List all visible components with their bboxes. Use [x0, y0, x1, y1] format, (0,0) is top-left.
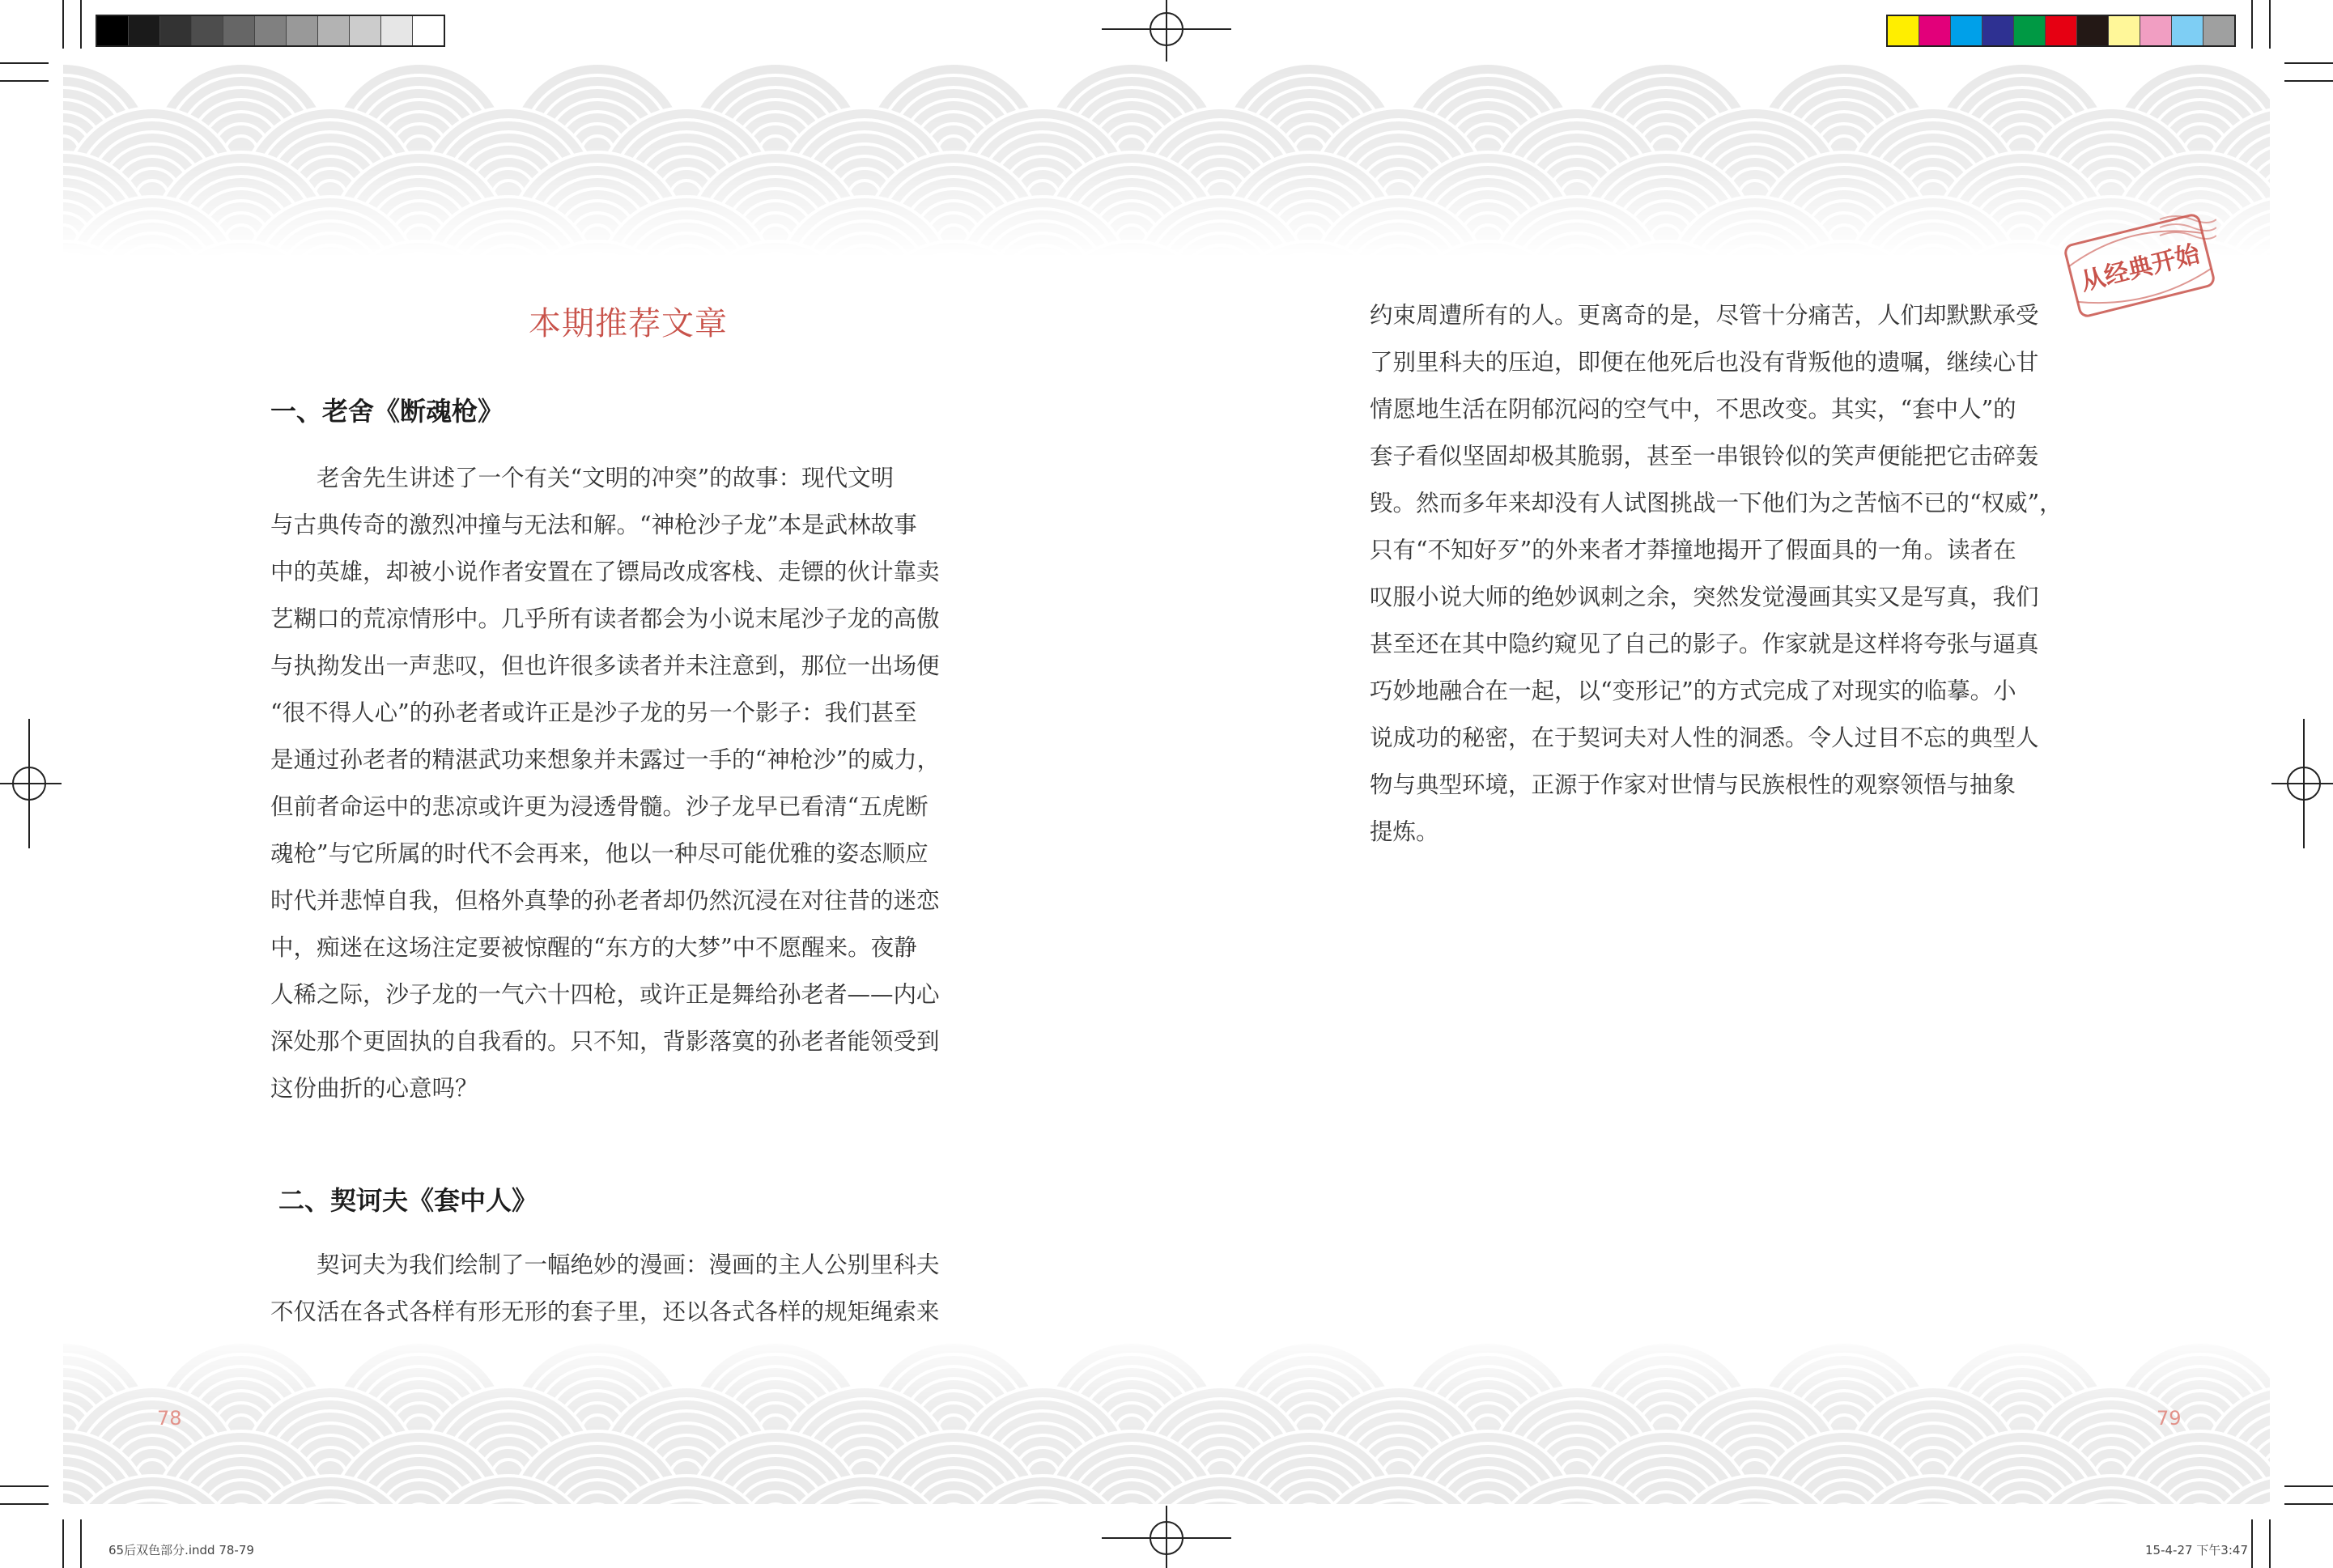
top-wave-band — [63, 63, 2270, 257]
stamp-text: 从经典开始 — [2077, 240, 2203, 297]
text-line: 时代并悲悼自我，但格外真挚的孙老者却仍然沉浸在对往昔的迷恋 — [270, 887, 940, 914]
text-line: 甚至还在其中隐约窥见了自己的影子。作家就是这样将夸张与逼真 — [1370, 631, 2039, 657]
text-line: 与古典传奇的激烈冲撞与无法和解。“神枪沙子龙”本是武林故事 — [270, 512, 917, 538]
text-line: 巧妙地融合在一起，以“变形记”的方式完成了对现实的临摹。小 — [1370, 678, 2016, 704]
stamp-logo — [2063, 205, 2216, 326]
page-number-right: 79 — [2157, 1407, 2182, 1430]
text-line: 约束周遭所有的人。更离奇的是，尽管十分痛苦，人们却默默承受 — [1370, 302, 2039, 329]
text-line: 物与典型环境，正源于作家对世情与民族根性的观察领悟与抽象 — [1370, 771, 2016, 798]
text-line: 但前者命运中的悲凉或许更为浸透骨髓。沙子龙早已看清“五虎断 — [270, 793, 929, 820]
text-line: 情愿地生活在阴郁沉闷的空气中，不思改变。其实，“套中人”的 — [1370, 396, 2016, 423]
text-line: 套子看似坚固却极其脆弱，甚至一串银铃似的笑声便能把它击碎轰 — [1370, 443, 2039, 470]
text-line: 这份曲折的心意吗？ — [270, 1075, 478, 1102]
text-line: 契诃夫为我们绘制了一幅绝妙的漫画：漫画的主人公别里科夫 — [317, 1251, 940, 1278]
article1-body — [270, 455, 940, 1112]
right-page-body — [1370, 292, 2063, 856]
text-line: 只有“不知好歹”的外来者才莽撞地揭开了假面具的一角。读者在 — [1370, 537, 2016, 563]
text-line: 人稀之际，沙子龙的一气六十四枪，或许正是舞给孙老者——内心 — [270, 981, 940, 1008]
bottom-wave-band — [63, 1326, 2270, 1504]
footer-file-label: 65后双色部分.indd 78-79 — [108, 1543, 254, 1557]
text-line: 了别里科夫的压迫，即便在他死后也没有背叛他的遗嘱，继续心甘 — [1370, 349, 2039, 376]
text-line: 与执拗发出一声悲叹，但也许很多读者并未注意到，那位一出场便 — [270, 652, 940, 679]
text-line: 魂枪”与它所属的时代不会再来，他以一种尽可能优雅的姿态顺应 — [270, 840, 929, 867]
article2-heading: 二、契诃夫《套中人》 — [278, 1185, 538, 1216]
text-line: 毁。然而多年来却没有人试图挑战一下他们为之苦恼不已的“权威”， — [1370, 490, 2063, 516]
text-line: 提炼。 — [1370, 818, 1439, 845]
section-title: 本期推荐文章 — [529, 305, 728, 342]
text-line: “很不得人心”的孙老者或许正是沙子龙的另一个影子：我们甚至 — [270, 699, 917, 726]
text-line: 深处那个更固执的自我看的。只不知，背影落寞的孙老者能领受到 — [270, 1028, 940, 1055]
text-line: 艺糊口的荒凉情形中。几乎所有读者都会为小说末尾沙子龙的高傲 — [270, 606, 940, 632]
text-line: 中，痴迷在这场注定要被惊醒的“东方的大梦”中不愿醒来。夜静 — [270, 934, 917, 961]
text-line: 中的英雄，却被小说作者安置在了镖局改成客栈、走镖的伙计靠卖 — [270, 559, 940, 585]
page-spread — [63, 63, 2270, 1504]
article2-body — [270, 1242, 940, 1336]
text-line: 说成功的秘密，在于契诃夫对人性的洞悉。令人过目不忘的典型人 — [1370, 725, 2039, 751]
text-line: 叹服小说大师的绝妙讽刺之余，突然发觉漫画其实又是写真，我们 — [1370, 584, 2039, 610]
footer-timestamp: 15-4-27 下午3:47 — [2145, 1543, 2248, 1557]
page-number-left: 78 — [157, 1407, 182, 1430]
article1-heading: 一、老舍《断魂枪》 — [270, 396, 504, 427]
text-line: 是通过孙老者的精湛武功来想象并未露过一手的“神枪沙”的威力， — [270, 746, 941, 773]
text-line: 不仅活在各式各样有形无形的套子里，还以各式各样的规矩绳索来 — [270, 1298, 940, 1325]
text-line: 老舍先生讲述了一个有关“文明的冲突”的故事：现代文明 — [317, 465, 895, 491]
